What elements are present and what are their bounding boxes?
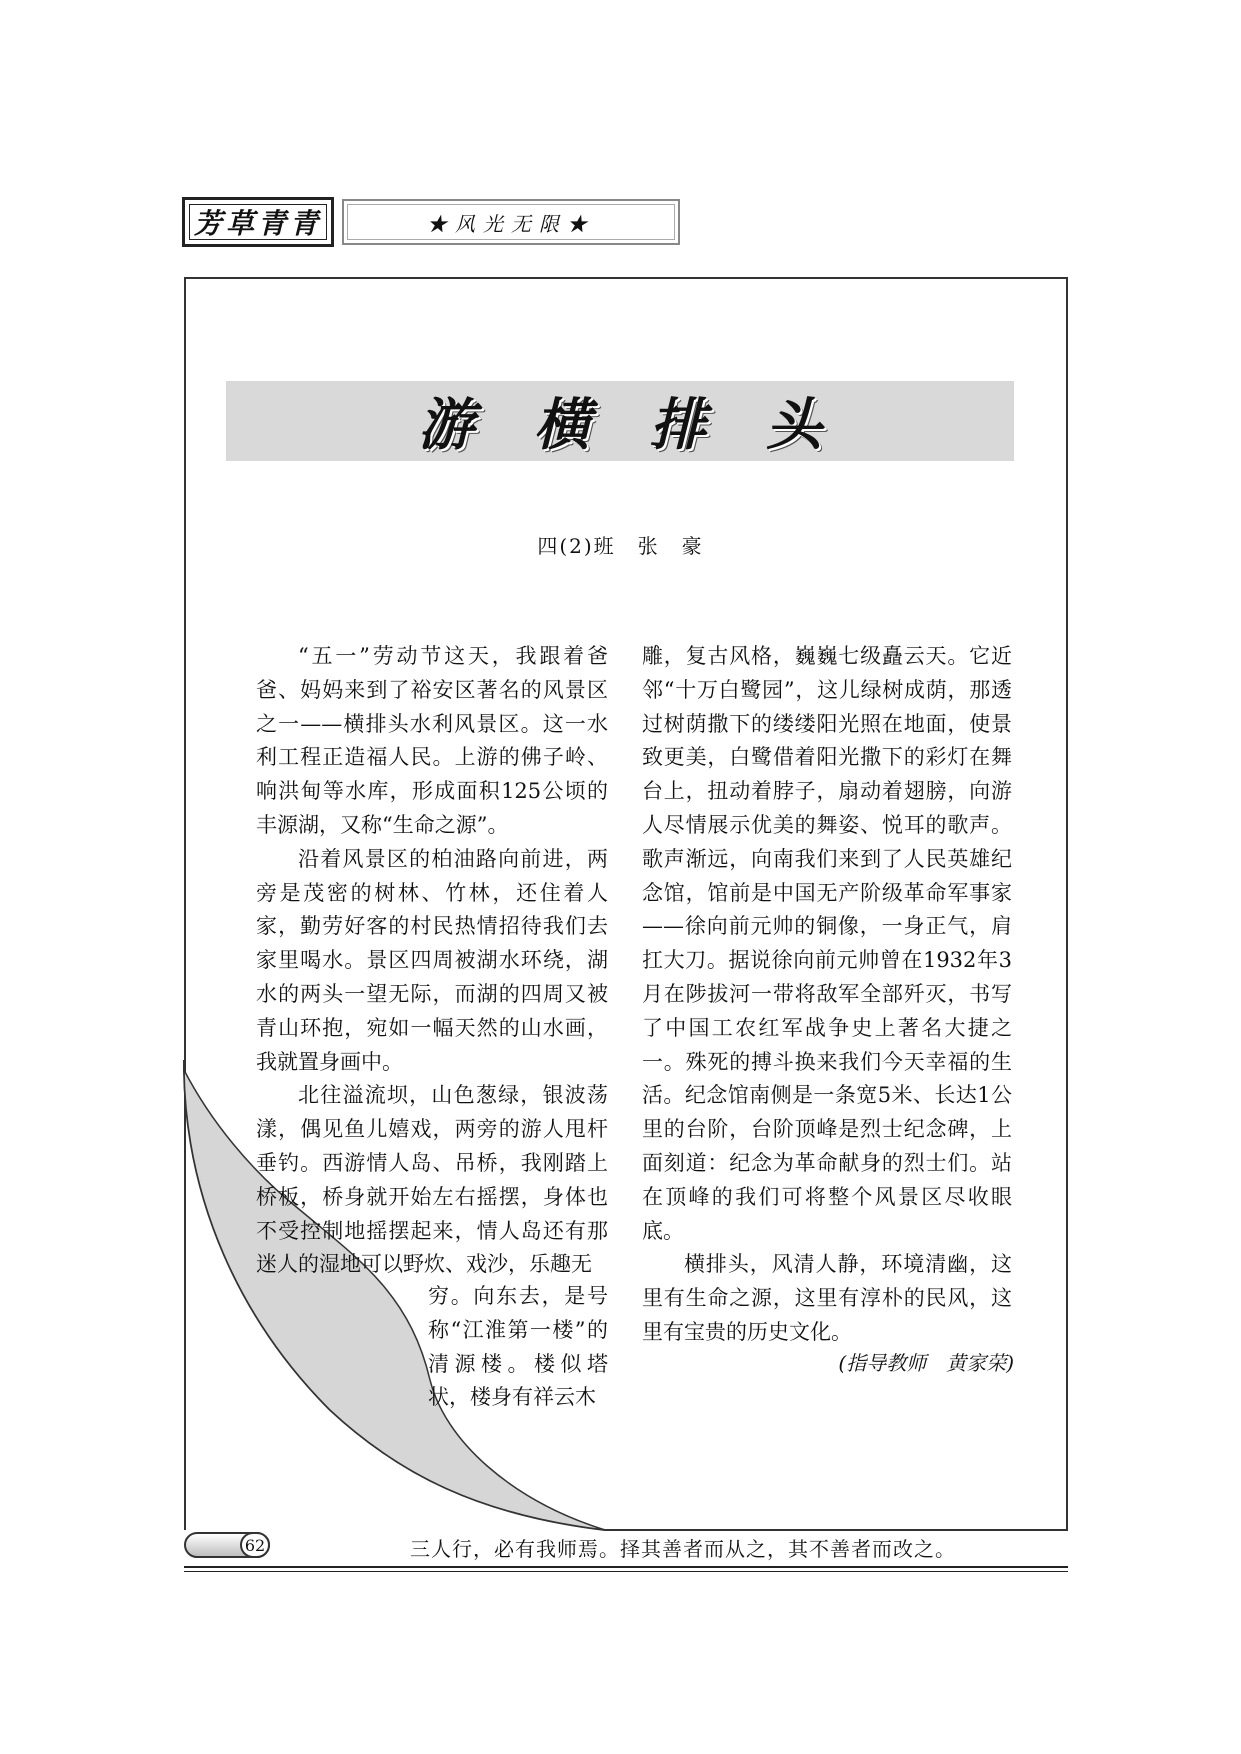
section-title: ★风光无限★ — [347, 204, 675, 240]
right-column — [642, 640, 1012, 1350]
page-number: 62 — [240, 1532, 270, 1558]
footer-motto: 三人行，必有我师焉。择其善者而从之，其不善者而改之。 — [410, 1537, 956, 1561]
footer-rule — [184, 1566, 1068, 1568]
byline: 四(2)班 张 豪 — [537, 534, 704, 558]
footer-rule — [184, 1571, 1068, 1572]
paragraph: 穷。向东去，是号称“江淮第一楼”的清源楼。楼似塔状，楼身有祥云木 — [428, 1284, 608, 1410]
series-title: 芳草青青 — [189, 204, 327, 240]
paragraph: 雕，复古风格，巍巍七级矗云天。它近邻“十万白鹭园”，这儿绿树成荫，那透过树荫撒下的缕缕阳光照在地面，使景致更美，白鹭借着阳光撒下的彩灯在舞台上，扭动着脖子，扇动着翅膀，向游人尽情展示优美的舞姿、悦耳的歌声。歌声渐远，向南我们来到了人民英雄纪念馆，馆前是中国无产阶级革命军事家——徐向前元帅的铜像，一身正气，肩扛大刀。据说徐向前元帅曾在1932年3月在陟拔河一带将敌军全部歼灭，书写了中国工农红军战争史上著名大捷之一。殊死的搏斗换来我们今天幸福的生活。纪念馆南侧是一条宽5米、长达1公里的台阶，台阶顶峰是烈士纪念碑，上面刻道：纪念为革命献身的烈士们。站在顶峰的我们可将整个风景区尽收眼底。 — [642, 644, 1012, 1243]
paragraph: “五一”劳动节这天，我跟着爸爸、妈妈来到了裕安区著名的风景区之一——横排头水利风景区。这一水利工程正造福人民。上游的佛子岭、响洪甸等水库，形成面积125公顷的丰源湖，又称“生命之源”。 — [256, 644, 608, 837]
paragraph: 横排头，风清人静，环境清幽，这里有生命之源，这里有淳朴的民风，这里有宝贵的历史文化。 — [642, 1252, 1012, 1344]
article-title: 游横排头 — [418, 392, 882, 458]
advisor-signature: (指导教师 黄家荣) — [838, 1351, 1014, 1375]
left-column — [256, 640, 608, 1282]
paragraph: 沿着风景区的柏油路向前进，两旁是茂密的树林、竹林，还住着人家，勤劳好客的村民热情招待我们去家里喝水。景区四周被湖水环绕，湖水的两头一望无际，而湖的四周又被青山环抱，宛如一幅天然的山水画，我就置身画中。 — [256, 846, 608, 1074]
section-title-box — [342, 199, 680, 245]
left-column-continued — [428, 1280, 608, 1415]
paragraph: 北往溢流坝，山色葱绿，银波荡漾，偶见鱼儿嬉戏，两旁的游人甩杆垂钓。西游情人岛、吊桥，我刚踏上桥板，桥身就开始左右摇摆，身体也不受控制地摇摆起来，情人岛还有那迷人的湿地可以野炊、戏沙，乐趣无 — [256, 1083, 608, 1277]
series-title-box — [182, 197, 334, 247]
article-title-band — [226, 381, 1014, 461]
